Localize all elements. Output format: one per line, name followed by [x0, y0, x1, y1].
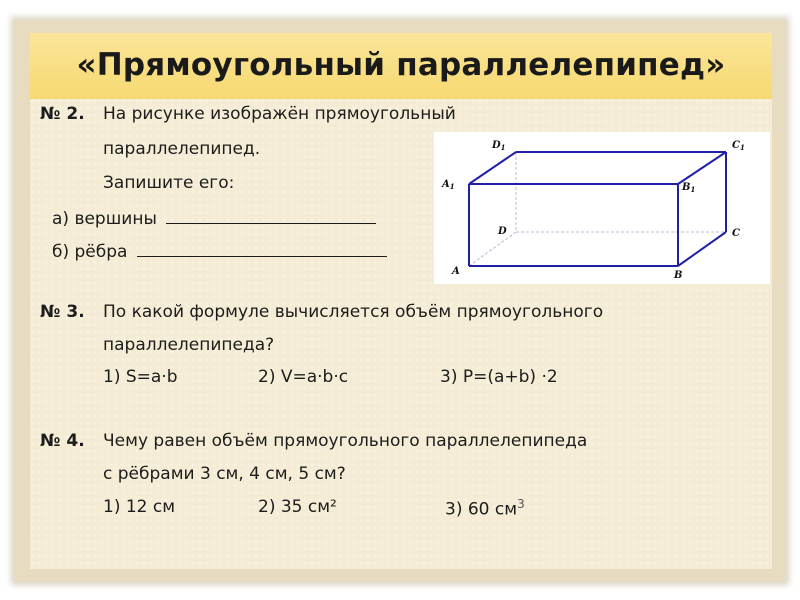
- task2-number: № 2.: [40, 104, 85, 124]
- vertex-label-C: C: [732, 228, 740, 239]
- parallelepiped-figure: [434, 132, 770, 284]
- task4-option-3-exponent: 3: [517, 497, 525, 511]
- task4-option-3-text: 3) 60 см: [445, 499, 518, 520]
- task4-option-3[interactable]: [445, 497, 525, 520]
- vertex-label-A1: $A_1$: [442, 179, 455, 191]
- task4-line1: Чему равен объём прямоугольного параллелепипеда: [103, 431, 588, 451]
- answer-blank-vertices[interactable]: [166, 207, 376, 224]
- parallelepiped-svg: [434, 132, 770, 284]
- visible-edges: [469, 152, 726, 266]
- title-bar: [30, 33, 772, 100]
- task2-line3: Запишите его:: [103, 173, 235, 193]
- task4-line2: с рёбрами 3 см, 4 см, 5 см?: [103, 464, 346, 484]
- task3-line1: По какой формуле вычисляется объём прямоугольного: [103, 302, 604, 322]
- hidden-edges: [469, 152, 726, 266]
- task2-item-b: [52, 240, 387, 262]
- task4-number: № 4.: [40, 431, 85, 451]
- vertex-label-D: D: [498, 226, 507, 237]
- edge-A-D: [469, 232, 516, 266]
- task2-item-b-label: б) рёбра: [52, 242, 128, 262]
- vertex-label-B: B: [674, 270, 683, 281]
- answer-blank-edges[interactable]: [137, 240, 387, 257]
- task4-option-2[interactable]: 2) 35 см²: [258, 497, 337, 517]
- vertex-label-A: A: [452, 266, 460, 277]
- task2-line2: параллелепипед.: [103, 139, 261, 159]
- task2-line1: На рисунке изображён прямоугольный: [103, 104, 456, 124]
- task3-option-3[interactable]: 3) P=(a+b) ·2: [440, 367, 558, 387]
- slide-title: «Прямоугольный параллелепипед»: [76, 47, 726, 83]
- task2-item-a-label: а) вершины: [52, 209, 157, 229]
- task3-option-1[interactable]: 1) S=a·b: [103, 367, 178, 387]
- edge-B-C: [678, 232, 726, 266]
- vertex-label-C1: $C_1$: [732, 140, 745, 152]
- task3-option-2[interactable]: 2) V=a·b·c: [258, 367, 349, 387]
- edge-A1-D1: [469, 152, 516, 184]
- edge-B1-C1: [678, 152, 726, 184]
- vertex-label-B1: $B_1$: [682, 182, 696, 194]
- task3-line2: параллелепипеда?: [103, 335, 275, 355]
- task3-number: № 3.: [40, 302, 85, 322]
- vertex-label-D1: $D_1$: [492, 140, 506, 152]
- task4-option-1[interactable]: 1) 12 см: [103, 497, 176, 517]
- task2-item-a: [52, 207, 376, 229]
